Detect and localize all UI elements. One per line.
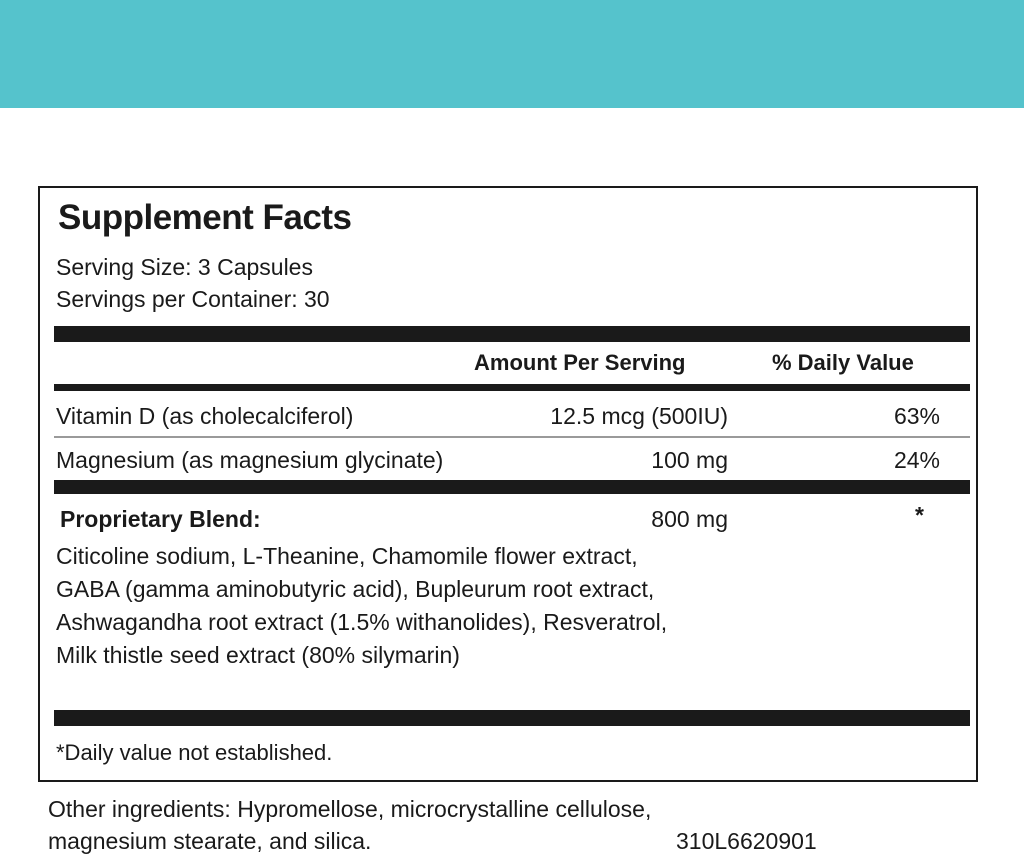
- other-ingredients-line1: Other ingredients: Hypromellose, microcrystalline cellulose,: [48, 796, 652, 822]
- header-daily-value: % Daily Value: [772, 350, 914, 375]
- nutrient-name: Magnesium (as magnesium glycinate): [56, 447, 444, 473]
- serving-size: Serving Size: 3 Capsules: [56, 254, 313, 280]
- thick-divider: [54, 710, 970, 726]
- thick-divider: [54, 326, 970, 342]
- row-divider: [54, 436, 970, 438]
- footnote: *Daily value not established.: [56, 740, 333, 765]
- panel-title: Supplement Facts: [58, 198, 352, 237]
- lot-code: 310L6620901: [676, 828, 817, 854]
- medium-divider: [54, 384, 970, 391]
- nutrient-daily-value: 63%: [893, 403, 940, 429]
- nutrient-daily-value: 24%: [893, 447, 940, 473]
- blend-amount: 800 mg: [651, 506, 728, 532]
- other-ingredients-line2: magnesium stearate, and silica.: [48, 828, 372, 854]
- nutrient-amount: 12.5 mcg (500IU): [550, 403, 728, 429]
- top-color-band: [0, 0, 1024, 108]
- blend-ingredients: Citicoline sodium, L-Theanine, Chamomile flower extract, GABA (gamma aminobutyric acid), Bupleurum root extract, Ashwagandha root extract (1.5% withanolides), Resveratrol, Milk thistle seed extract (80% silymarin): [56, 543, 668, 668]
- nutrient-name: Vitamin D (as cholecalciferol): [56, 403, 354, 429]
- blend-name: Proprietary Blend:: [60, 506, 261, 532]
- servings-per-container: Servings per Container: 30: [56, 286, 330, 312]
- header-amount-per-serving: Amount Per Serving: [474, 350, 686, 375]
- nutrient-amount: 100 mg: [651, 447, 728, 473]
- supplement-facts-panel: [38, 186, 978, 782]
- thick-divider: [54, 480, 970, 494]
- blend-daily-value: *: [915, 502, 924, 528]
